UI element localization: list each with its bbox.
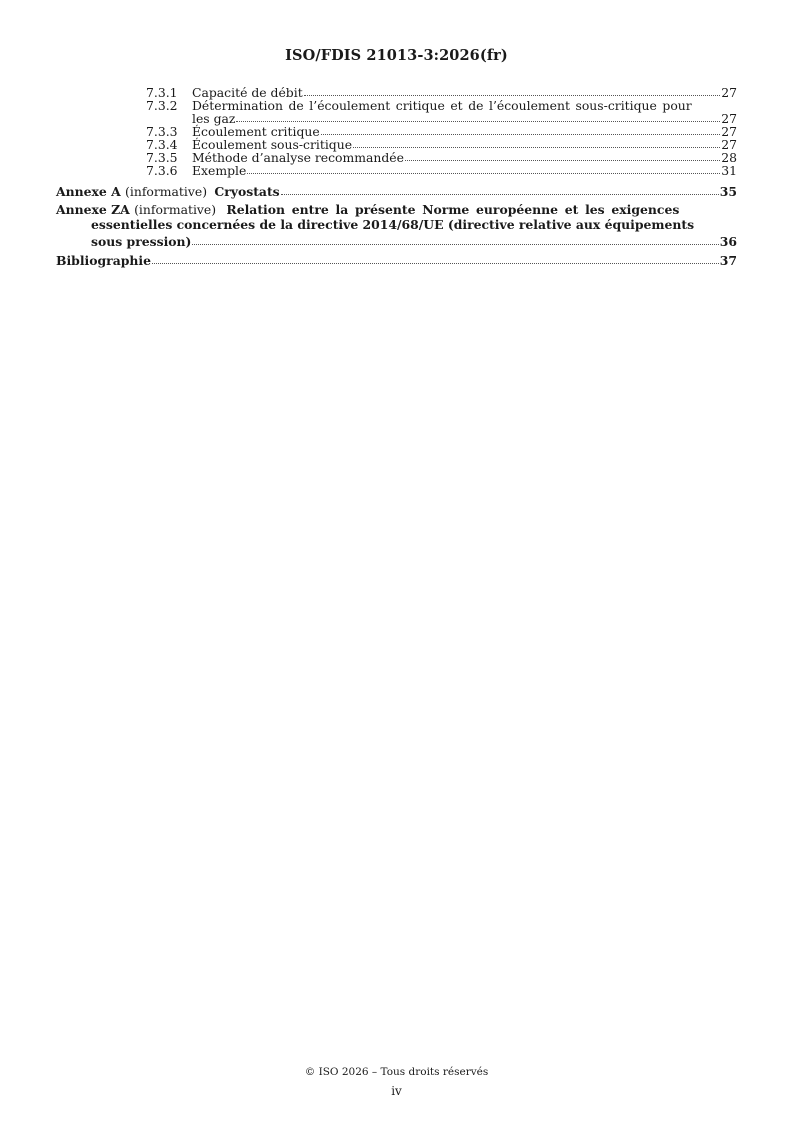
- toc-annex-a[interactable]: [56, 183, 737, 198]
- toc-entry-number: 7.3.4: [146, 136, 178, 152]
- table-of-contents: [56, 86, 737, 267]
- toc-entry-number: 7.3.2: [146, 97, 178, 113]
- annex-title: Relation entre la présente Norme européenne et les exigences: [226, 202, 680, 217]
- copyright-footer: © ISO 2026 – Tous droits réservés: [304, 1066, 489, 1078]
- toc-entry-number: 7.3.1: [146, 84, 178, 100]
- toc-entry-page: 37: [719, 252, 737, 268]
- toc-entry-page: 27: [721, 84, 737, 100]
- toc-entry-page: 36: [719, 233, 737, 249]
- annex-label: Annexe A: [56, 183, 121, 199]
- toc-entry-title-cont: les gaz: [192, 110, 236, 126]
- toc-entry-title: Détermination de l’écoulement critique et de l’écoulement sous-critique pour: [192, 97, 692, 113]
- annex-title: Cryostats: [214, 183, 280, 199]
- annex-type: (informative): [125, 183, 208, 199]
- toc-entry-title: Écoulement sous-critique: [192, 136, 353, 152]
- annex-title-cont: essentielles concernées de la directive 2014/68/UE (directive relative aux équipements: [91, 217, 695, 232]
- toc-entry-page: 27: [721, 123, 737, 139]
- dot-leader: [247, 173, 720, 174]
- dot-leader: [236, 121, 720, 122]
- dot-leader: [152, 263, 719, 264]
- annex-label: Annexe ZA: [56, 202, 130, 217]
- toc-entry-page: 27: [721, 136, 737, 152]
- toc-entry-number: 7.3.6: [146, 162, 178, 178]
- toc-bibliography[interactable]: [56, 252, 737, 267]
- toc-entry[interactable]: [56, 99, 737, 125]
- dot-leader: [192, 244, 718, 245]
- annex-type: (informative): [134, 202, 217, 217]
- toc-entry-page: 35: [719, 183, 737, 199]
- dot-leader: [321, 134, 721, 135]
- toc-entry-page: 27: [721, 110, 737, 126]
- annex-title-cont: sous pression): [91, 233, 192, 249]
- page-number: iv: [391, 1084, 402, 1098]
- toc-entry-number: 7.3.5: [146, 149, 178, 165]
- toc-entry[interactable]: [56, 164, 737, 177]
- toc-entry-title: Écoulement critique: [192, 123, 320, 139]
- dot-leader: [353, 147, 720, 148]
- toc-entry-page: 31: [721, 162, 737, 178]
- toc-entry-page: 28: [721, 149, 737, 165]
- toc-entry-title: Capacité de débit: [192, 84, 303, 100]
- document-header: ISO/FDIS 21013-3:2026(fr): [285, 47, 508, 64]
- toc-entry-number: 7.3.3: [146, 123, 178, 139]
- dot-leader: [405, 160, 720, 161]
- dot-leader: [304, 95, 721, 96]
- dot-leader: [281, 194, 719, 195]
- toc-annex-za[interactable]: [56, 203, 737, 248]
- toc-entry-title: Exemple: [192, 162, 247, 178]
- bibliography-title: Bibliographie: [56, 252, 152, 268]
- toc-entry-title: Méthode d’analyse recommandée: [192, 149, 404, 165]
